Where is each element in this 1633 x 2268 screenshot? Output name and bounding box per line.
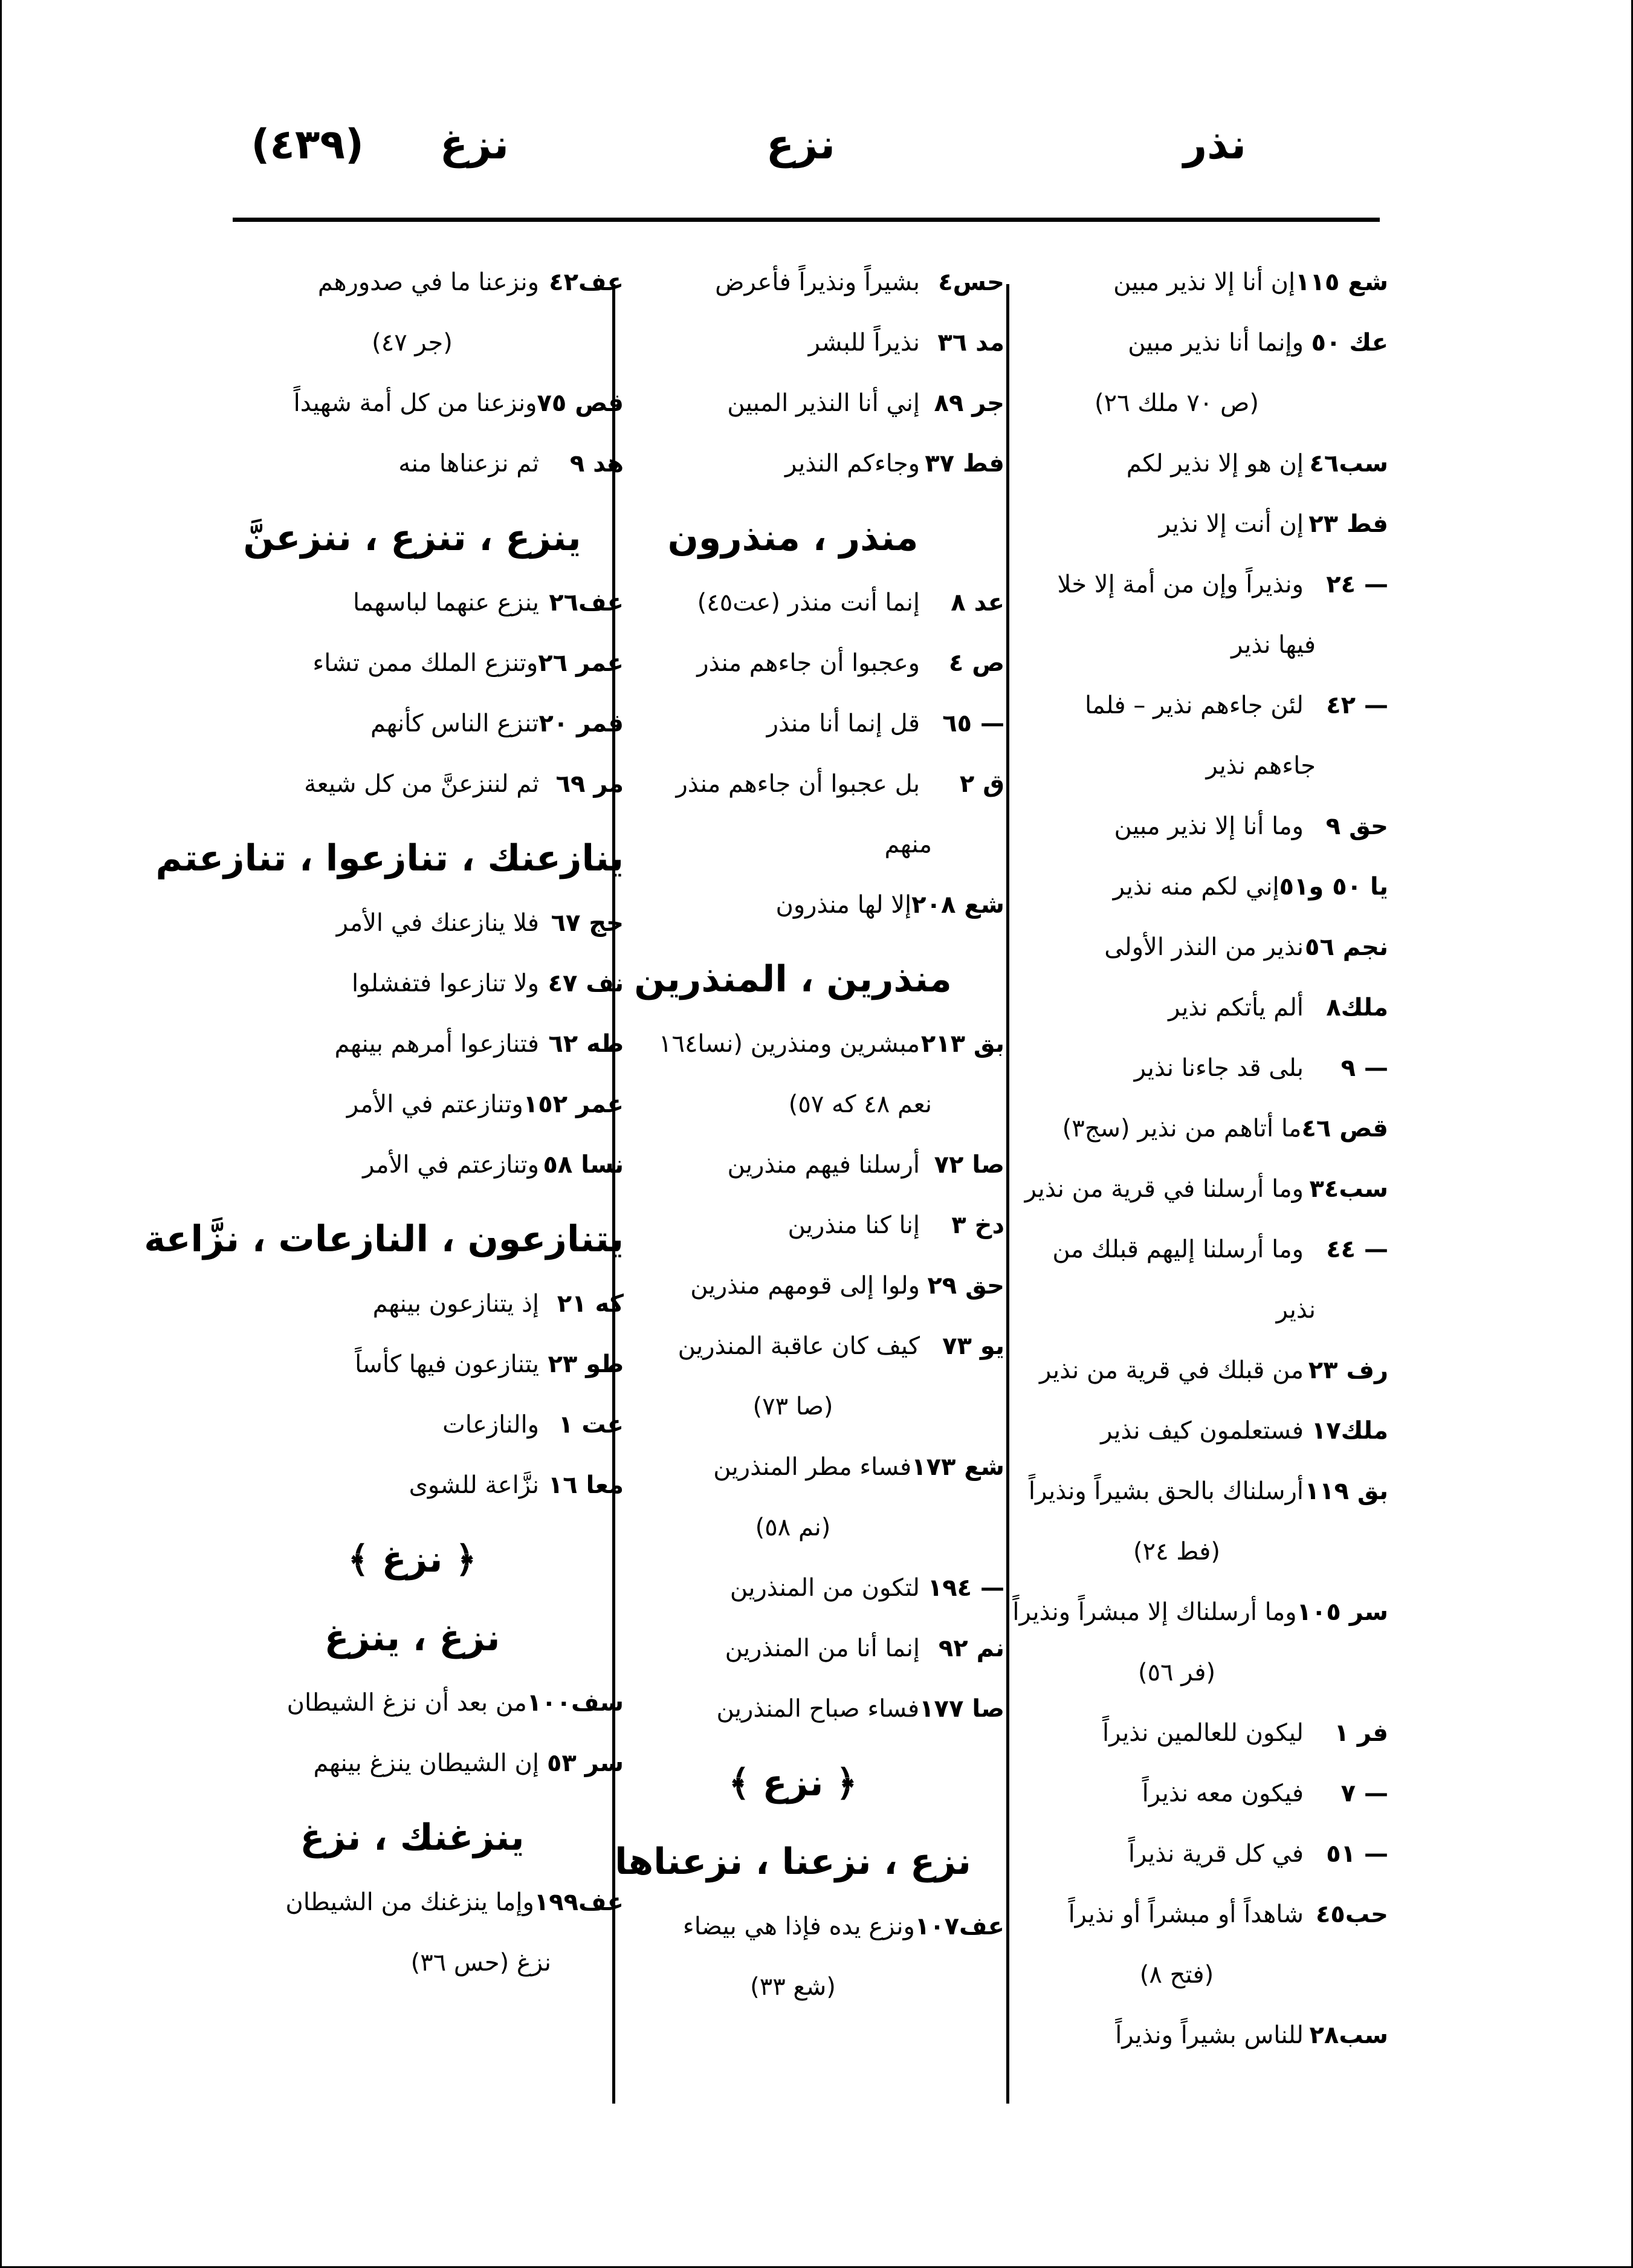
verse-entry (581, 326, 1004, 359)
verse-entry (201, 326, 624, 359)
verse-entry (581, 647, 1004, 679)
verse-reference: صا ٧٢ (934, 1151, 1004, 1179)
verse-text: فلا ينازعنك في الأمر (336, 909, 539, 937)
verse-entry (965, 1535, 1388, 1568)
verse-text: للناس بشيراً ونذيراً (1115, 2021, 1304, 2049)
verse-text: فتنازعوا أمرهم بينهم (334, 1030, 539, 1058)
verse-entry (581, 889, 1004, 921)
verse-reference: نسا ٥٨ (543, 1151, 624, 1179)
verse-entry (581, 768, 1004, 800)
verse-reference: — ٩ (1340, 1054, 1388, 1082)
section-heading: ينزغنك ، نزغ (300, 1816, 525, 1859)
verse-entry (965, 1354, 1388, 1387)
verse-text: جاءهم نذير (1206, 752, 1316, 780)
verse-entry (965, 1475, 1388, 1508)
verse-entry (581, 1209, 1004, 1242)
verse-entry (201, 266, 624, 299)
verse-reference: عف٤٢ (549, 268, 624, 296)
verse-entry (201, 1288, 624, 1320)
section-heading: يتنازعون ، النازعات ، نزَّاعة (144, 1218, 624, 1260)
verse-text: ألم يأتكم نذير (1168, 994, 1304, 1022)
verse-entry (201, 768, 624, 800)
verse-text: من قبلك في قرية من نذير (1039, 1356, 1304, 1384)
verse-reference: — ٤٤ (1326, 1236, 1388, 1263)
verse-text: وتنازعتم في الأمر (346, 1090, 523, 1118)
verse-reference: قص ٤٦ (1301, 1115, 1388, 1142)
verse-entry (965, 1777, 1388, 1810)
verse-reference: — ٧ (1340, 1780, 1388, 1807)
verse-text: في كل قرية نذيراً (1128, 1840, 1304, 1868)
verse-text: بلى قد جاءنا نذير (1134, 1054, 1304, 1082)
verse-reference: صا ١٧٧ (919, 1695, 1004, 1723)
verse-entry (581, 1390, 1004, 1423)
verse-entry (965, 1052, 1388, 1084)
verse-reference: فر ١ (1334, 1719, 1388, 1747)
verse-entry (581, 1693, 1004, 1725)
verse-reference: حج ٦٧ (551, 909, 624, 937)
verse-reference: — ١٩٤ (927, 1574, 1004, 1602)
verse-entry (581, 1910, 1004, 1943)
verse-text: إن الشيطان ينزغ بينهم (313, 1749, 539, 1777)
verse-text: أرسلناك بالحق بشيراً ونذيراً (1028, 1477, 1304, 1505)
verse-text: فيكون معه نذيراً (1142, 1780, 1304, 1807)
verse-text: (شع ٣٣) (750, 1973, 836, 2001)
verse-reference: نم ٩٢ (938, 1635, 1004, 1662)
verse-text: ثم نزعناها منه (398, 450, 539, 478)
section-heading: نزغ ، ينزغ (324, 1617, 500, 1659)
verse-entry (581, 707, 1004, 740)
verse-reference: عف١٠٧ (914, 1913, 1004, 1940)
verse-entry (965, 1959, 1388, 1991)
verse-entry (965, 266, 1388, 299)
verse-text: وإنما أنا نذير مبين (1128, 329, 1304, 357)
verse-text: ينزع عنهما لباسهما (353, 589, 539, 617)
verse-reference: شع ١١٥ (1295, 268, 1388, 296)
verse-reference: نف ٤٧ (548, 970, 624, 997)
verse-text: إلا لها منذرون (775, 891, 912, 919)
verse-reference: بق ٢١٣ (920, 1030, 1004, 1058)
verse-text: بشيراً ونذيراً فأعرض (715, 268, 920, 296)
verse-reference: قص ٧٥ (537, 389, 624, 417)
verse-entry (581, 1269, 1004, 1302)
verse-reference: — ٢٤ (1326, 571, 1388, 598)
verse-text: ونزعنا ما في صدورهم (317, 268, 539, 296)
verse-entry (581, 1088, 1004, 1121)
verse-reference: — ٤٢ (1326, 692, 1388, 719)
verse-entry (581, 266, 1004, 299)
verse-entry (965, 689, 1388, 722)
verse-text: وما أرسلنا في قرية من نذير (1024, 1175, 1304, 1203)
verse-entry (965, 387, 1388, 420)
column-middle (581, 266, 1004, 2031)
verse-text: وتنزع الملك ممن تشاء (312, 649, 538, 677)
verse-text: وعجبوا أن جاءهم منذر (697, 649, 920, 677)
verse-entry (965, 1112, 1388, 1145)
verse-text: والنازعات (442, 1411, 539, 1439)
verse-text: وإما ينزغنك من الشيطان (285, 1888, 534, 1916)
verse-reference: عمر ١٥٢ (523, 1090, 624, 1118)
verse-entry (965, 447, 1388, 480)
verse-text: ليكون للعالمين نذيراً (1102, 1719, 1304, 1747)
verse-entry (965, 1294, 1388, 1326)
section-heading: ينزع ، تنزع ، ننزعنَّ (243, 517, 581, 559)
verse-text: لتكون من المنذرين (729, 1574, 920, 1602)
verse-reference: سر ١٠٥ (1296, 1598, 1388, 1626)
verse-reference: نجم ٥٦ (1305, 933, 1388, 961)
verse-reference: مر ٦٩ (555, 770, 624, 798)
verse-reference: رف ٢٣ (1308, 1356, 1388, 1384)
verse-reference: قمر ٢٠ (538, 710, 624, 737)
verse-text: ونزعنا من كل أمة شهيداً (293, 389, 537, 417)
verse-entry (965, 750, 1388, 782)
verse-reference: فط ٣٧ (925, 450, 1004, 478)
verse-entry (581, 1632, 1004, 1665)
verse-entry (581, 828, 1004, 861)
verse-reference: ق ٢ (959, 770, 1004, 798)
verse-text: شاهداً أو مبشراً أو نذيراً (1068, 1900, 1304, 1928)
verse-text: ونزع يده فإذا هي بيضاء (682, 1913, 915, 1940)
page-border-left (0, 0, 2, 2268)
verse-reference: حق ٢٩ (927, 1272, 1004, 1300)
verse-text: إنما أنت منذر (عت٤٥) (697, 589, 920, 617)
verse-text: يتنازعون فيها كأساً (355, 1350, 539, 1378)
verse-entry (581, 447, 1004, 480)
verse-text: وتنازعتم في الأمر (363, 1151, 539, 1179)
column-right (965, 266, 1388, 2079)
verse-text: (فط ٢٤) (1133, 1538, 1220, 1566)
verse-entry (201, 1348, 624, 1381)
verse-text: نزَّاعة للشوى (409, 1471, 539, 1499)
verse-entry (965, 991, 1388, 1024)
verse-entry (965, 629, 1388, 661)
verse-text: ثم لننزعنَّ من كل شيعة (304, 770, 539, 798)
verse-entry (581, 1028, 1004, 1060)
verse-entry (965, 568, 1388, 601)
verse-text: ولوا إلى قومهم منذرين (690, 1272, 920, 1300)
verse-text: لئن جاءهم نذير – فلما (1084, 692, 1304, 719)
verse-reference: عف١٩٩ (534, 1888, 624, 1916)
verse-entry (965, 1233, 1388, 1266)
verse-text: كيف كان عاقبة المنذرين (677, 1332, 920, 1360)
verse-reference: عك ٥٠ (1311, 329, 1388, 357)
header-center-word: نزع (766, 121, 835, 169)
verse-entry (965, 1656, 1388, 1689)
verse-entry (965, 2019, 1388, 2052)
root-heading: ﴿ نزع ﴾ (728, 1762, 858, 1804)
verse-reference: دخ ٣ (951, 1211, 1004, 1239)
verse-entry (965, 931, 1388, 964)
verse-entry (201, 1686, 624, 1719)
verse-text: منهم (884, 831, 932, 858)
verse-reference: جر ٨٩ (934, 389, 1004, 417)
verse-reference: يو ٧٣ (942, 1332, 1004, 1360)
header-left-word: نزغ (439, 121, 509, 169)
verse-text: إن هو إلا نذير لكم (1126, 450, 1304, 478)
verse-reference: حس٤ (938, 268, 1004, 296)
verse-entry (201, 1408, 624, 1441)
verse-reference: ملك٨ (1326, 994, 1388, 1022)
verse-entry (965, 870, 1388, 903)
verse-text: إني لكم منه نذير (1113, 873, 1279, 901)
verse-entry (965, 1414, 1388, 1447)
verse-reference: سب٢٨ (1309, 2021, 1388, 2049)
verse-text: إنما أنا من المنذرين (725, 1635, 920, 1662)
verse-entry (581, 586, 1004, 619)
verse-reference: طه ٦٢ (548, 1030, 624, 1058)
verse-entry (965, 1898, 1388, 1931)
verse-entry (581, 387, 1004, 420)
verse-reference: هد ٩ (569, 450, 624, 478)
verse-text: مبشرين ومنذرين (نسا١٦٤ (658, 1030, 920, 1058)
verse-reference: سر ٥٣ (547, 1749, 624, 1777)
verse-entry (201, 1886, 624, 1919)
verse-text: ونذيراً وإن من أمة إلا خلا (1057, 571, 1304, 598)
verse-entry (201, 707, 624, 740)
verse-entry (201, 1946, 624, 1979)
section-heading: نزع ، نزعنا ، نزعناها (615, 1841, 971, 1883)
verse-entry (201, 1028, 624, 1060)
verse-text: وجاءكم النذير (785, 450, 920, 478)
verse-text: من بعد أن نزغ الشيطان (286, 1689, 527, 1717)
verse-reference: فط ٢٣ (1308, 510, 1388, 538)
verse-entry (965, 810, 1388, 843)
verse-reference: — ٥١ (1326, 1840, 1388, 1868)
verse-text: بل عجبوا أن جاءهم منذر (676, 770, 920, 798)
verse-text: نعم ٤٨ كه ٥٧) (788, 1090, 932, 1118)
verse-reference: معا ١٦ (548, 1471, 624, 1499)
verse-reference: حب٤٥ (1316, 1900, 1388, 1928)
verse-reference: بق ١١٩ (1304, 1477, 1388, 1505)
verse-reference: سف١٠٠ (526, 1689, 624, 1717)
verse-entry (581, 1572, 1004, 1604)
verse-text: إنا كنا منذرين (787, 1211, 920, 1239)
verse-entry (201, 387, 624, 420)
verse-reference: عمر ٢٦ (538, 649, 624, 677)
verse-entry (965, 1717, 1388, 1749)
verse-entry (965, 326, 1388, 359)
verse-reference: عد ٨ (951, 589, 1004, 617)
verse-entry (965, 508, 1388, 540)
verse-text: فساء مطر المنذرين (713, 1453, 912, 1481)
verse-text: (صا ٧٣) (752, 1393, 833, 1421)
column-left (144, 266, 624, 2007)
verse-reference: ص ٤ (948, 649, 1004, 677)
verse-text: فساء صباح المنذرين (716, 1695, 920, 1723)
verse-reference: طو ٢٣ (548, 1350, 624, 1378)
verse-entry (201, 586, 624, 619)
verse-reference: يا ٥٠ و٥١ (1279, 873, 1388, 901)
root-heading: ﴿ نزغ ﴾ (348, 1538, 477, 1581)
verse-text: إني أنا النذير المبين (727, 389, 920, 417)
verse-text: إن أنت إلا نذير (1159, 510, 1304, 538)
verse-entry (965, 1596, 1388, 1628)
verse-text: إذ يتنازعون بينهم (372, 1290, 539, 1318)
verse-text: نذيراً للبشر (808, 329, 920, 357)
header-right-word: نذر (1183, 121, 1246, 169)
verse-text: أرسلنا فيهم منذرين (727, 1151, 920, 1179)
verse-entry (201, 1747, 624, 1780)
verse-reference: شع ٢٠٨ (911, 891, 1004, 919)
verse-entry (201, 1469, 624, 1502)
verse-entry (581, 1451, 1004, 1483)
verse-entry (201, 967, 624, 1000)
section-heading: منذرين ، المنذرين (634, 958, 952, 1000)
section-heading: منذر ، منذرون (667, 517, 919, 559)
verse-text: تنزع الناس كأنهم (370, 710, 539, 737)
verse-reference: سب٣٤ (1309, 1175, 1388, 1203)
verse-entry (581, 1330, 1004, 1362)
verse-text: نزغ (حس ٣٦) (410, 1949, 551, 1977)
verse-reference: عف٢٦ (549, 589, 624, 617)
verse-reference: — ٦٥ (942, 710, 1004, 737)
verse-text: (جر ٤٧) (372, 329, 453, 357)
page-number: (٤٣٩) (251, 121, 364, 169)
verse-text: ما أتاهم من نذير (سج٣) (1062, 1115, 1302, 1142)
verse-reference: حق ٩ (1325, 812, 1388, 840)
verse-text: قل إنما أنا منذر (766, 710, 920, 737)
verse-text: نذير (1276, 1296, 1316, 1324)
verse-entry (581, 1971, 1004, 2003)
verse-reference: عت ١ (558, 1411, 624, 1439)
verse-reference: سب٤٦ (1309, 450, 1388, 478)
verse-entry (201, 907, 624, 939)
verse-text: (فر ٥٦) (1137, 1659, 1216, 1686)
verse-text: وما أرسلنا إليهم قبلك من (1052, 1236, 1304, 1263)
verse-text: ولا تنازعوا فتفشلوا (351, 970, 539, 997)
verse-reference: مد ٣٦ (937, 329, 1004, 357)
verse-text: فيها نذير (1231, 631, 1316, 659)
verse-entry (201, 447, 624, 480)
verse-text: وما أنا إلا نذير مبين (1114, 812, 1304, 840)
verse-entry (201, 1088, 624, 1121)
verse-text: نذير من النذر الأولى (1104, 933, 1304, 961)
header-rule (233, 218, 1380, 222)
verse-reference: شع ١٧٣ (911, 1453, 1004, 1481)
section-heading: ينازعنك ، تنازعوا ، تنازعتم (155, 837, 624, 880)
verse-entry (201, 1149, 624, 1181)
verse-entry (965, 1838, 1388, 1870)
verse-text: إن أنا إلا نذير مبين (1113, 268, 1296, 296)
verse-text: وما أرسلناك إلا مبشراً ونذيراً (1012, 1598, 1297, 1626)
verse-entry (581, 1511, 1004, 1544)
verse-entry (581, 1149, 1004, 1181)
verse-text: فستعلمون كيف نذير (1101, 1417, 1304, 1445)
verse-reference: كه ٢١ (557, 1290, 624, 1318)
verse-text: (فتح ٨) (1139, 1961, 1214, 1989)
verse-entry (965, 1173, 1388, 1205)
page-header (0, 121, 1633, 193)
verse-text: (نم ٥٨) (755, 1514, 831, 1541)
verse-entry (201, 647, 624, 679)
verse-reference: ملك١٧ (1311, 1417, 1388, 1445)
verse-text: (ص ٧٠ ملك ٢٦) (1094, 389, 1260, 417)
